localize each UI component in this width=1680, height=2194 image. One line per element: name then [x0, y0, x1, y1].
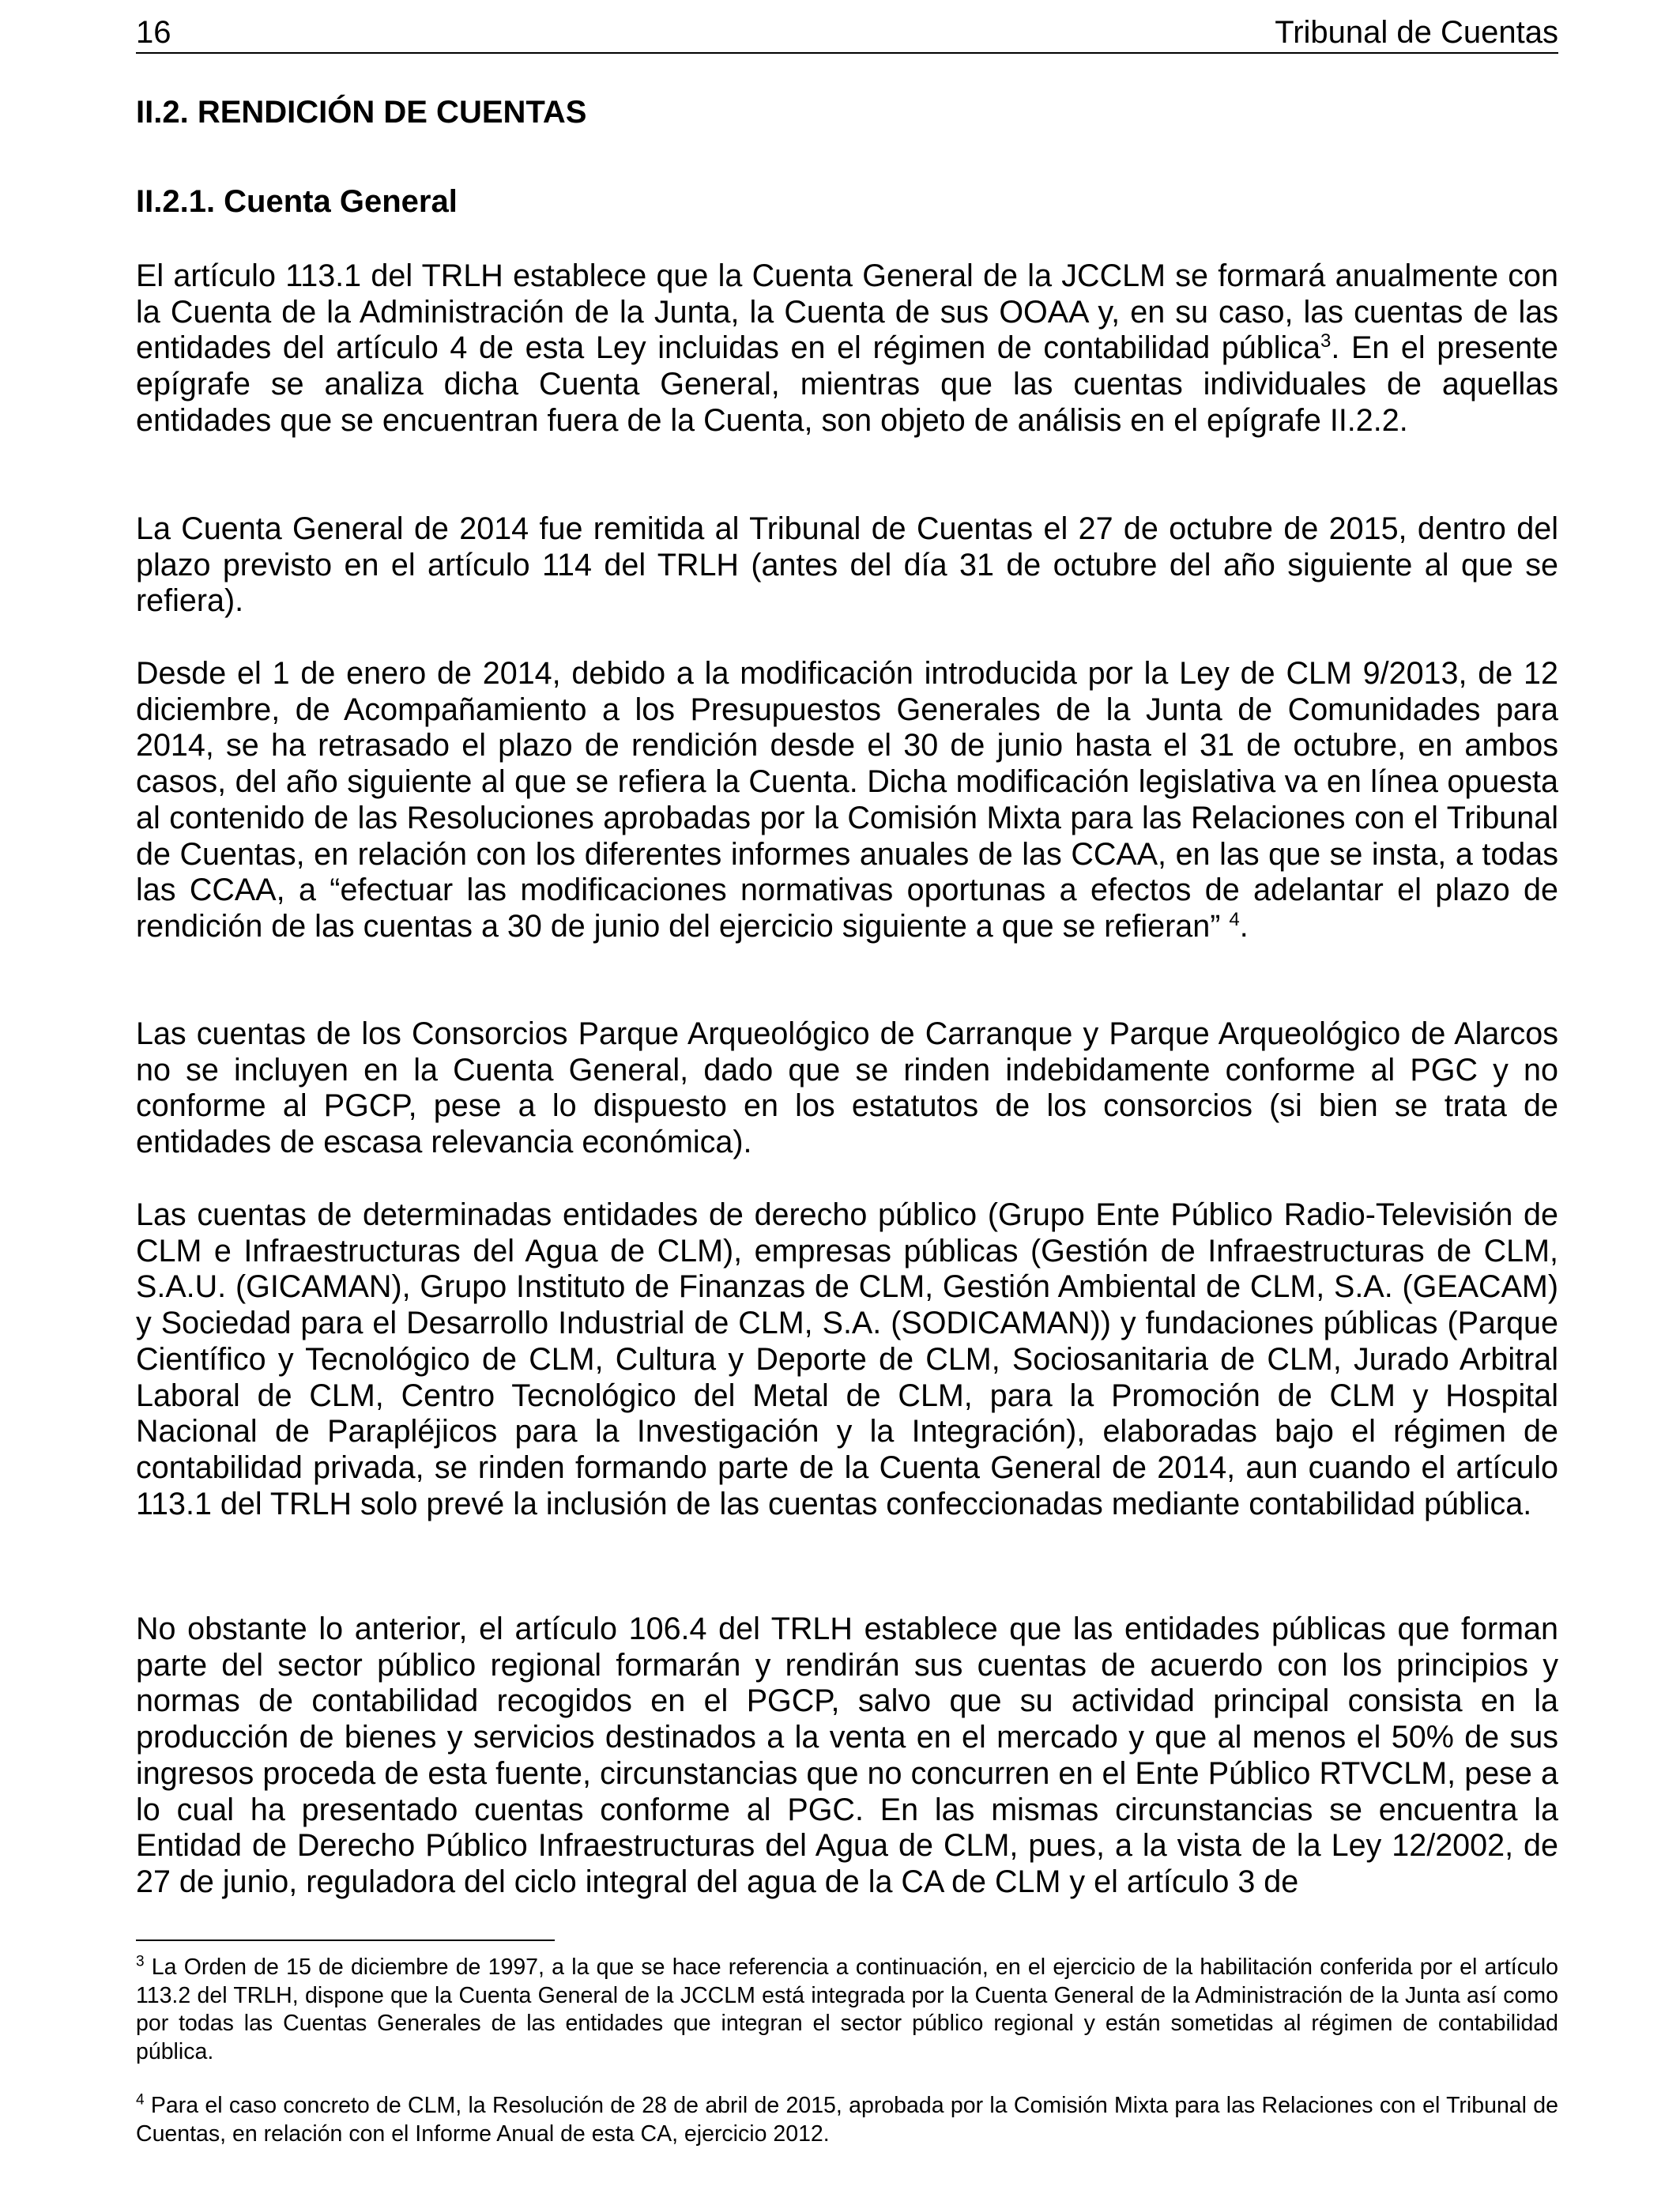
- footnote-4-number: 4: [136, 2091, 145, 2109]
- paragraph-4: Las cuentas de los Consorcios Parque Arqueológico de Carranque y Parque Arqueológico de Alarcos no se incluyen en la Cuenta General, dado que se rinden indebidamente conforme al PGC y no conforme al PGCP, pese a lo dispuesto en los estatutos de los consorcios (si bien se trata de entidades de escasa relevancia económica).: [136, 1016, 1558, 1160]
- paragraph-6: No obstante lo anterior, el artículo 106.4 del TRLH establece que las entidades públicas que forman parte del sector público regional formarán y rendirán sus cuentas de acuerdo con los principios y normas de contabilidad recogidos en el PGCP, salvo que su actividad principal consista en la producción de bienes y servicios destinados a la venta en el mercado y que al menos el 50% de sus ingresos proceda de esta fuente, circunstancias que no concurren en el Ente Público RTVCLM, pese a lo cual ha presentado cuentas conforme al PGC. En las mismas circunstancias se encuentra la Entidad de Derecho Público Infraestructuras del Agua de CLM, pues, a la vista de la Ley 12/2002, de 27 de junio, reguladora del ciclo integral del agua de la CA de CLM y el artículo 3 de: [136, 1612, 1558, 1899]
- paragraph-2: La Cuenta General de 2014 fue remitida al Tribunal de Cuentas el 27 de octubre de 2015, dentro del plazo previsto en el artículo 114 del TRLH (antes del día 31 de octubre del año siguiente al que se refiera).: [136, 511, 1558, 619]
- paragraph-5: Las cuentas de determinadas entidades de derecho público (Grupo Ente Público Radio-Televisión de CLM e Infraestructuras del Agua de CLM), empresas públicas (Gestión de Infraestructuras de CLM, S.A.U. (GICAMAN), Grupo Instituto de Finanzas de CLM, Gestión Ambiental de CLM, S.A. (GEACAM) y Sociedad para el Desarrollo Industrial de CLM, S.A. (SODICAMAN)) y fundaciones públicas (Parque Científico y Tecnológico de CLM, Cultura y Deporte de CLM, Sociosanitaria de CLM, Jurado Arbitral Laboral de CLM, Centro Tecnológico del Metal de CLM, para la Promoción de CLM y Hospital Nacional de Parapléjicos para la Investigación y la Integración), elaboradas bajo el régimen de contabilidad privada, se rinden formando parte de la Cuenta General de 2014, aun cuando el artículo 113.1 del TRLH solo prevé la inclusión de las cuentas confeccionadas mediante contabilidad pública.: [136, 1197, 1558, 1521]
- paragraph-1: [136, 258, 1558, 439]
- footnote-3-number: 3: [136, 1953, 145, 1970]
- page-number: 16: [136, 15, 171, 50]
- paragraph-1-text-b: . En el presente epígrafe se analiza dicha Cuenta General, mientras que las cuentas individuales de aquellas entidades que se encuentran fuera de la Cuenta, son objeto de análisis en el epígrafe II.2.2.: [136, 330, 1558, 438]
- paragraph-1-text-a: El artículo 113.1 del TRLH establece que la Cuenta General de la JCCLM se formará anualmente con la Cuenta de la Administración de la Junta, la Cuenta de sus OOAA y, en su caso, las cuentas de las entidades del artículo 4 de esta Ley incluidas en el régimen de contabilidad pública: [136, 258, 1558, 366]
- footnote-3: [136, 1954, 1558, 2066]
- footnote-ref-3: 3: [1320, 330, 1332, 352]
- header-title: Tribunal de Cuentas: [1275, 15, 1558, 50]
- footnote-4: [136, 2092, 1558, 2148]
- running-header: [136, 11, 1558, 54]
- footnote-separator: [136, 1940, 555, 1941]
- paragraph-3: [136, 656, 1558, 945]
- section-heading: II.2. RENDICIÓN DE CUENTAS: [136, 95, 587, 130]
- paragraph-3-text-a: Desde el 1 de enero de 2014, debido a la modificación introducida por la Ley de CLM 9/2013, de 12 diciembre, de Acompañamiento a los Presupuestos Generales de la Junta de Comunidades para 2014, se ha retrasado el plazo de rendición desde el 30 de junio hasta el 31 de octubre, en ambos casos, del año siguiente al que se refiera la Cuenta. Dicha modificación legislativa va en línea opuesta al contenido de las Resoluciones aprobadas por la Comisión Mixta para las Relaciones con el Tribunal de Cuentas, en relación con los diferentes informes anuales de las CCAA, en las que se insta, a todas las CCAA, a “efectuar las modificaciones normativas oportunas a efectos de adelantar el plazo de rendición de las cuentas a 30 de junio del ejercicio siguiente a que se refieran”: [136, 656, 1558, 944]
- paragraph-3-text-b: .: [1239, 908, 1249, 944]
- footnote-3-text: La Orden de 15 de diciembre de 1997, a la que se hace referencia a continuación, en el ejercicio de la habilitación conferida por el artículo 113.2 del TRLH, dispone que la Cuenta General de la JCCLM está integrada por la Cuenta General de la Administración de la Junta así como por todas las Cuentas Generales de las entidades que integran el sector público regional y están sometidas al régimen de contabilidad pública.: [136, 1955, 1558, 2064]
- footnote-ref-4: 4: [1229, 908, 1240, 930]
- document-page: [136, 0, 1558, 2194]
- subsection-heading: II.2.1. Cuenta General: [136, 184, 458, 219]
- footnote-4-text: Para el caso concreto de CLM, la Resolución de 28 de abril de 2015, aprobada por la Comisión Mixta para las Relaciones con el Tribunal de Cuentas, en relación con el Informe Anual de esta CA, ejercicio 2012.: [136, 2093, 1558, 2147]
